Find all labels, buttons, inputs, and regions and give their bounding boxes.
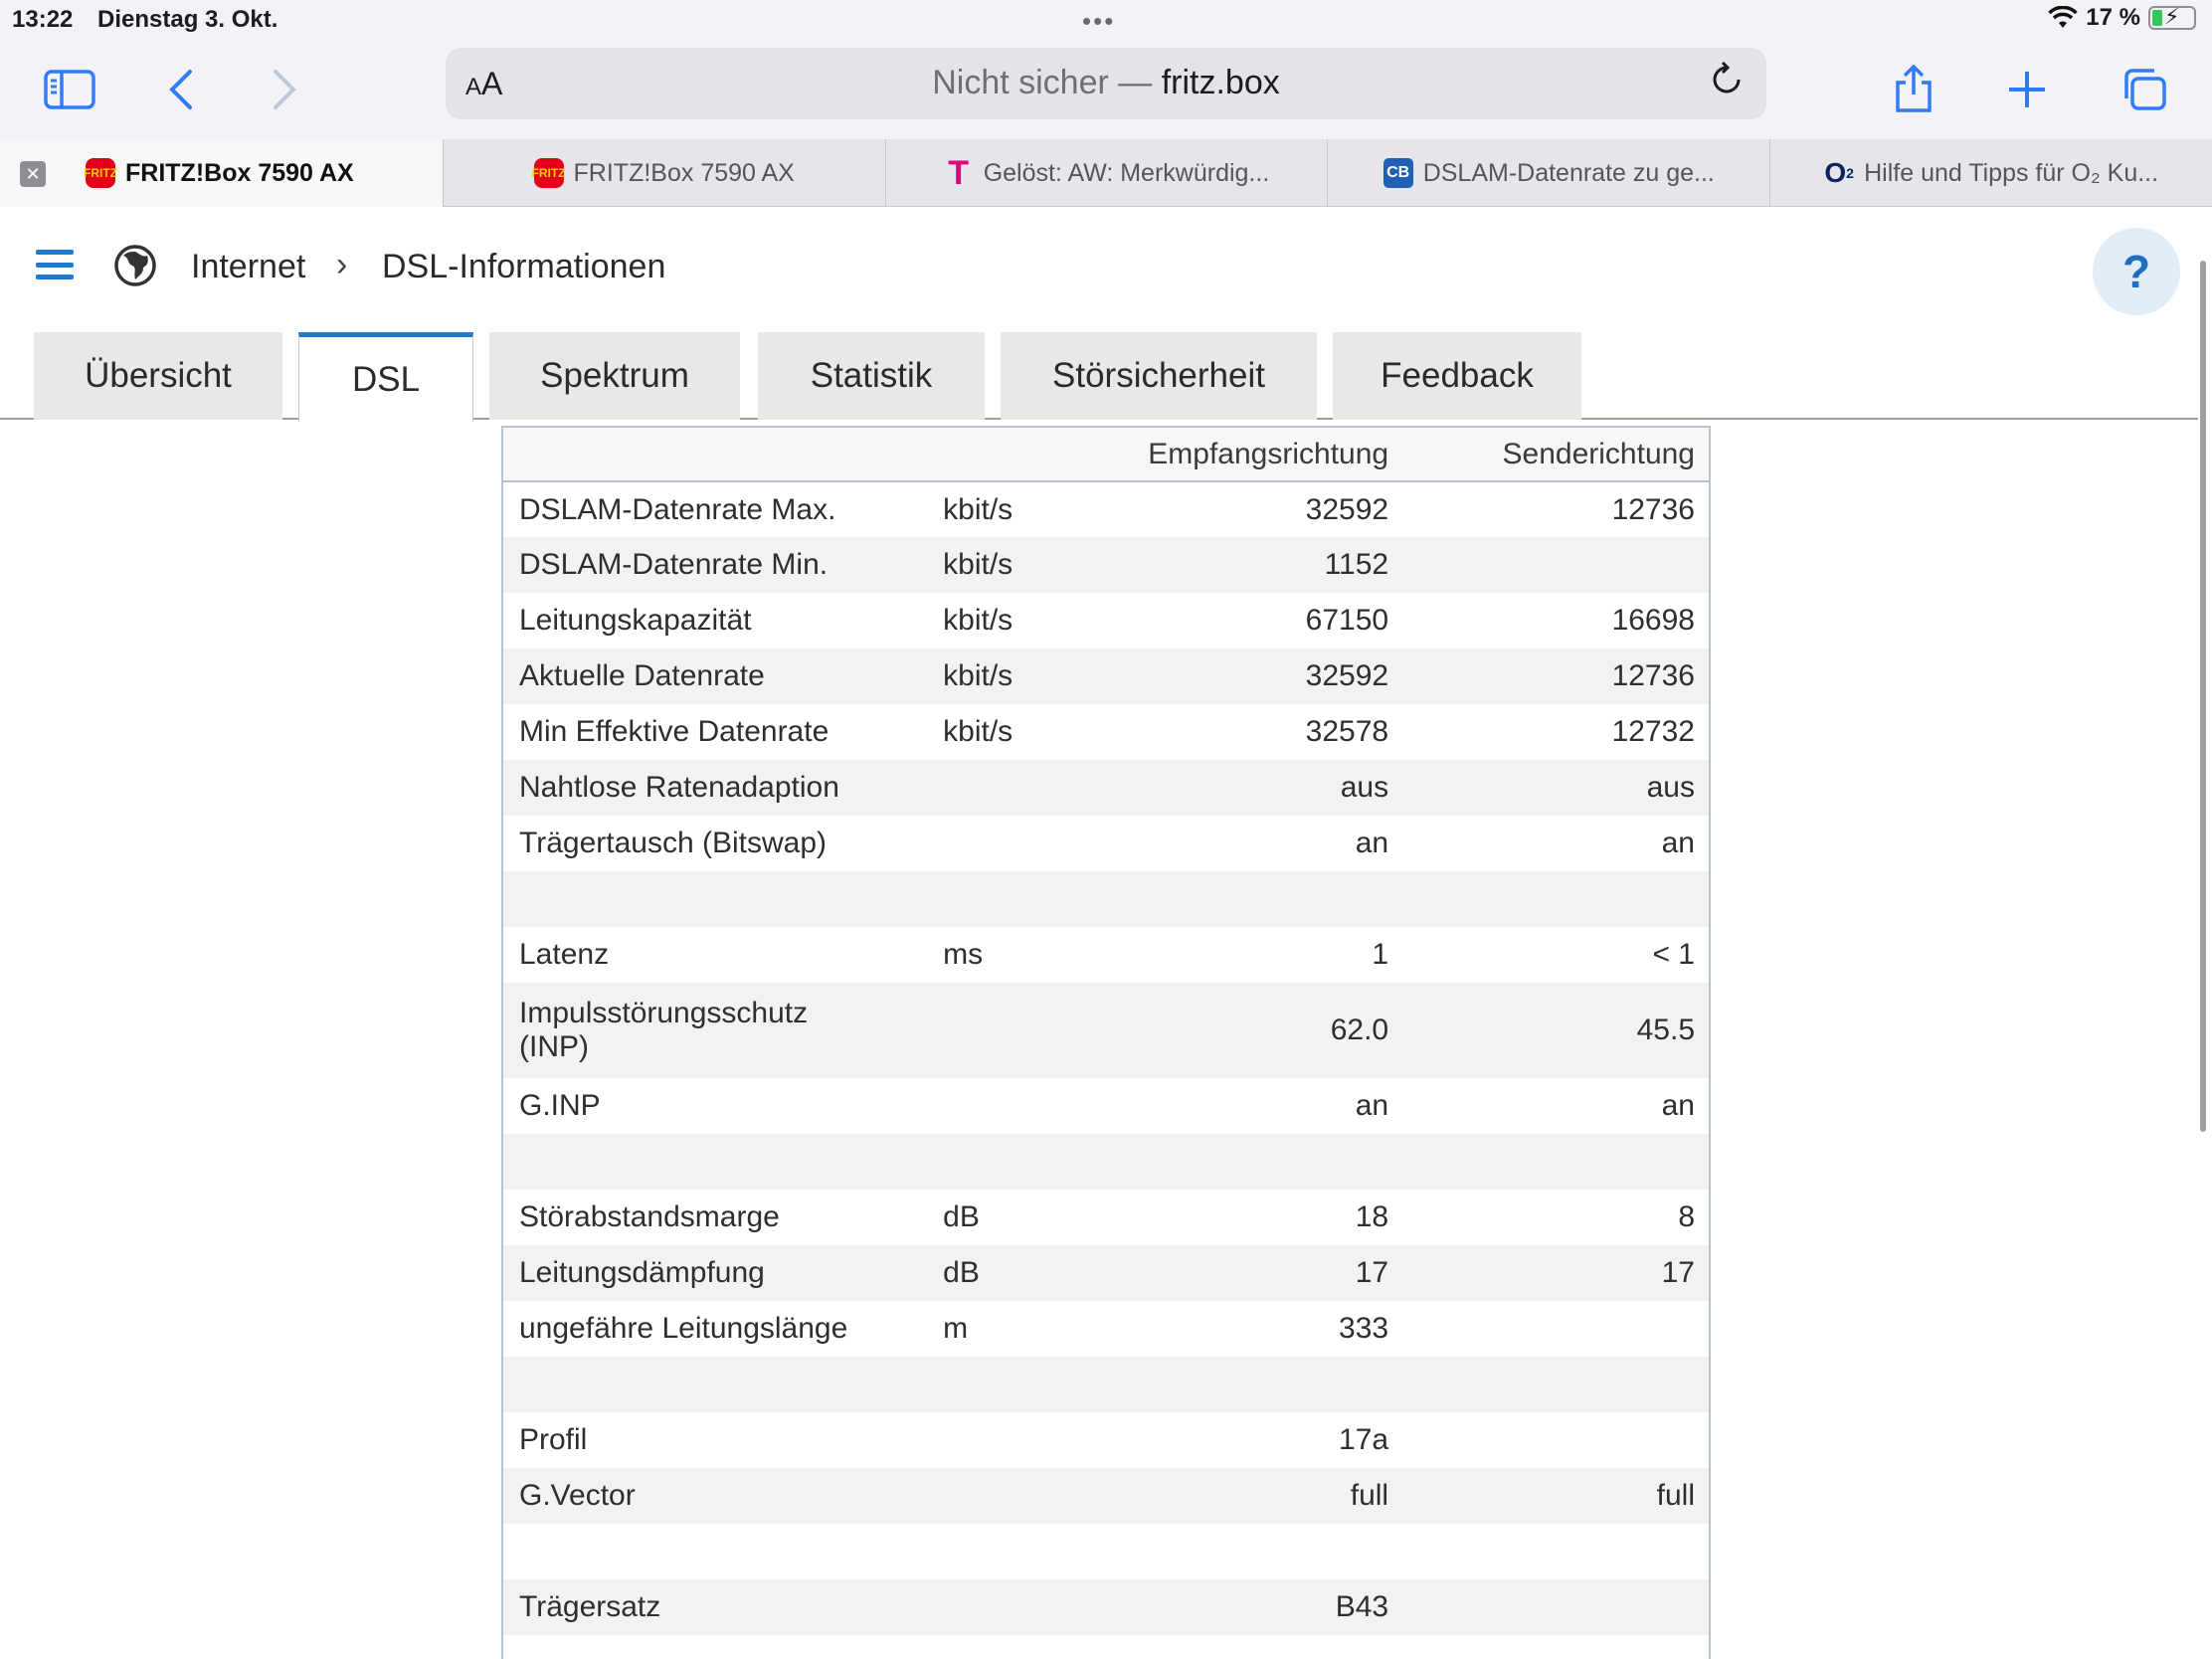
row-downstream-value: 17 (1111, 1245, 1402, 1301)
row-unit: kbit/s (943, 604, 1014, 637)
page-title: DSL-Informationen (382, 248, 666, 285)
close-tab-icon[interactable]: ✕ (20, 161, 46, 187)
row-label: Min Effektive Datenrate (519, 715, 830, 748)
row-unit (927, 1468, 1111, 1524)
row-downstream-value: 17a (1339, 1423, 1389, 1456)
globe-icon (113, 244, 157, 287)
row-upstream-value: 12736 (1402, 648, 1709, 704)
row-label: Impulsstörungsschutz (INP) (503, 983, 927, 1078)
new-tab-icon[interactable] (1997, 60, 2057, 119)
status-bar (0, 0, 2212, 40)
table-row (503, 1245, 1709, 1301)
table-row (503, 481, 1709, 537)
browser-tab-title: FRITZ!Box 7590 AX (125, 158, 354, 187)
table-header-upstream: Senderichtung (1402, 428, 1709, 481)
breadcrumb-internet[interactable]: Internet (191, 248, 306, 285)
row-downstream-value: 333 (1339, 1312, 1389, 1345)
row-label (503, 871, 927, 927)
row-label: Profil (519, 1423, 588, 1456)
share-icon[interactable] (1884, 60, 1943, 119)
row-downstream-value: 67150 (1305, 604, 1389, 637)
multitasking-dots-icon[interactable]: ••• (1082, 6, 1116, 36)
table-row (503, 1357, 1709, 1412)
row-upstream-value: 17 (1402, 1245, 1709, 1301)
telekom-icon: T (948, 153, 970, 192)
computerbase-icon: CB (1383, 158, 1413, 188)
row-label (503, 1134, 927, 1190)
row-upstream-value (1402, 871, 1709, 927)
row-upstream-value (1402, 537, 1709, 593)
row-downstream-value (1111, 871, 1402, 927)
row-label: Aktuelle Datenrate (503, 648, 927, 704)
row-unit (927, 871, 1111, 927)
row-upstream-value (1402, 1524, 1709, 1579)
url-security-label: Nicht sicher — (932, 64, 1162, 101)
row-downstream-value: aus (1111, 760, 1402, 816)
row-unit: dB (943, 1200, 980, 1233)
row-downstream-value (1111, 1357, 1402, 1412)
address-bar[interactable] (446, 48, 1766, 119)
browser-tab[interactable] (885, 139, 1328, 207)
row-downstream-value: an (1355, 827, 1389, 859)
table-row (503, 927, 1709, 983)
row-downstream-value: full (1111, 1468, 1402, 1524)
wifi-icon (2048, 6, 2078, 30)
row-upstream-value: aus (1402, 760, 1709, 816)
scrollbar[interactable] (2200, 261, 2206, 1132)
table-row (503, 593, 1709, 648)
menu-icon[interactable] (36, 250, 74, 279)
row-label (503, 1524, 927, 1579)
row-unit (927, 1412, 1111, 1468)
dsl-info-table (501, 426, 1711, 1659)
row-label: Leitungskapazität (519, 604, 752, 637)
row-upstream-value: full (1402, 1468, 1709, 1524)
row-unit (927, 1134, 1111, 1190)
row-label: Trägersatz (503, 1579, 927, 1635)
table-header-downstream: Empfangsrichtung (1111, 428, 1402, 481)
row-downstream-value: 62.0 (1111, 983, 1402, 1078)
table-row (503, 1468, 1709, 1524)
browser-tab-title: DSLAM-Datenrate zu ge... (1422, 158, 1715, 187)
fritz-icon: FRITZ (534, 158, 564, 188)
row-unit: kbit/s (927, 537, 1111, 593)
row-downstream-value: 32592 (1111, 648, 1402, 704)
row-unit: kbit/s (943, 715, 1014, 748)
page-header (0, 208, 2188, 329)
table-row (503, 1579, 1709, 1635)
row-downstream-value: an (1355, 1089, 1389, 1122)
row-upstream-value (1402, 1301, 1709, 1357)
status-date: Dienstag 3. Okt. (97, 6, 278, 33)
row-unit (927, 760, 1111, 816)
row-upstream-value: 12732 (1611, 715, 1695, 748)
row-downstream-value: 1 (1372, 938, 1389, 971)
table-row (503, 760, 1709, 816)
row-unit (927, 1579, 1111, 1635)
reader-aa-button[interactable]: AA (465, 66, 503, 101)
row-unit (927, 816, 1111, 871)
tab-spektrum[interactable]: Spektrum (489, 332, 740, 420)
table-row (503, 648, 1709, 704)
row-unit: dB (927, 1245, 1111, 1301)
row-upstream-value (1402, 1134, 1709, 1190)
table-row (503, 537, 1709, 593)
browser-tab[interactable] (443, 139, 885, 207)
browser-tab-title: Gelöst: AW: Merkwürdig... (983, 158, 1270, 187)
status-indicators (2048, 4, 2196, 32)
row-upstream-value: an (1661, 827, 1695, 859)
table-row (503, 983, 1709, 1078)
chevron-right-icon: › (336, 246, 348, 283)
row-label (503, 1357, 927, 1412)
row-downstream-value: 32592 (1305, 492, 1389, 526)
row-label: Latenz (519, 938, 610, 971)
row-label: ungefähre Leitungslänge (519, 1312, 848, 1345)
status-time: 13:22 (12, 6, 74, 33)
tab-stoersicherheit[interactable]: Störsicherheit (1001, 332, 1317, 420)
tab-dsl[interactable]: DSL (298, 332, 473, 422)
table-row (503, 1524, 1709, 1579)
row-unit (927, 1524, 1111, 1579)
table-row (503, 1412, 1709, 1468)
row-unit: ms (943, 938, 984, 971)
browser-tab[interactable] (0, 139, 443, 207)
row-label: Nahtlose Ratenadaption (503, 760, 927, 816)
help-button[interactable]: ? (2093, 228, 2180, 315)
row-label: DSLAM-Datenrate Max. (519, 492, 836, 526)
row-downstream-value (1111, 1134, 1402, 1190)
table-row (503, 871, 1709, 927)
row-label: DSLAM-Datenrate Min. (503, 537, 927, 593)
row-unit (927, 1357, 1111, 1412)
row-upstream-value: < 1 (1652, 938, 1695, 971)
tab-statistik[interactable]: Statistik (758, 332, 985, 420)
table-row (503, 1134, 1709, 1190)
sidebar-toggle-icon[interactable] (40, 60, 99, 119)
row-upstream-value: an (1661, 1089, 1695, 1122)
row-upstream-value (1402, 1357, 1709, 1412)
row-downstream-value (1111, 1524, 1402, 1579)
row-label: Störabstandsmarge (519, 1200, 780, 1233)
browser-tab-title: FRITZ!Box 7590 AX (573, 158, 795, 187)
battery-percent: 17 % (2086, 4, 2140, 31)
reload-icon[interactable] (1709, 62, 1745, 107)
table-row (503, 1190, 1709, 1245)
row-upstream-value (1402, 1412, 1709, 1468)
browser-tab[interactable] (1769, 139, 2212, 207)
row-upstream-value: 12736 (1611, 492, 1695, 526)
battery-icon: ⚡ (2148, 6, 2196, 30)
row-label: Leitungsdämpfung (503, 1245, 927, 1301)
row-unit: m (943, 1312, 969, 1345)
table-row (503, 704, 1709, 760)
browser-toolbar (0, 40, 2212, 139)
row-label: G.Vector (503, 1468, 927, 1524)
tab-feedback[interactable]: Feedback (1333, 332, 1581, 420)
browser-tab-title: Hilfe und Tipps für O₂ Ku... (1864, 158, 2159, 187)
row-upstream-value: 45.5 (1402, 983, 1709, 1078)
row-upstream-value: 8 (1678, 1200, 1695, 1233)
row-unit: kbit/s (927, 648, 1111, 704)
row-upstream-value (1402, 1579, 1709, 1635)
table-row (503, 1078, 1709, 1134)
browser-tab[interactable] (1327, 139, 1769, 207)
row-upstream-value: 16698 (1611, 604, 1695, 637)
row-downstream-value: 32578 (1305, 715, 1389, 748)
row-label: G.INP (519, 1089, 601, 1122)
row-unit (927, 1078, 1111, 1134)
row-downstream-value: 1152 (1111, 537, 1402, 593)
table-row (503, 816, 1709, 871)
back-icon[interactable] (151, 60, 211, 119)
forward-icon[interactable] (255, 60, 314, 119)
row-label: Trägertausch (Bitswap) (519, 827, 827, 859)
o2-icon: O 2 (1824, 157, 1854, 188)
browser-tab-strip (0, 139, 2212, 207)
tab-uebersicht[interactable]: Übersicht (34, 332, 282, 420)
row-unit (927, 983, 1111, 1078)
table-header-row (503, 428, 1709, 481)
table-row (503, 1301, 1709, 1357)
fritz-icon: FRITZ (86, 158, 115, 188)
url-host: fritz.box (1161, 64, 1280, 101)
url-text (446, 64, 1766, 102)
table-header (927, 428, 1111, 481)
row-downstream-value: B43 (1111, 1579, 1402, 1635)
row-unit: kbit/s (943, 492, 1014, 526)
page-tabs (0, 330, 2198, 420)
table-header (503, 428, 927, 481)
tab-overview-icon[interactable] (2115, 60, 2174, 119)
row-downstream-value: 18 (1355, 1200, 1389, 1233)
